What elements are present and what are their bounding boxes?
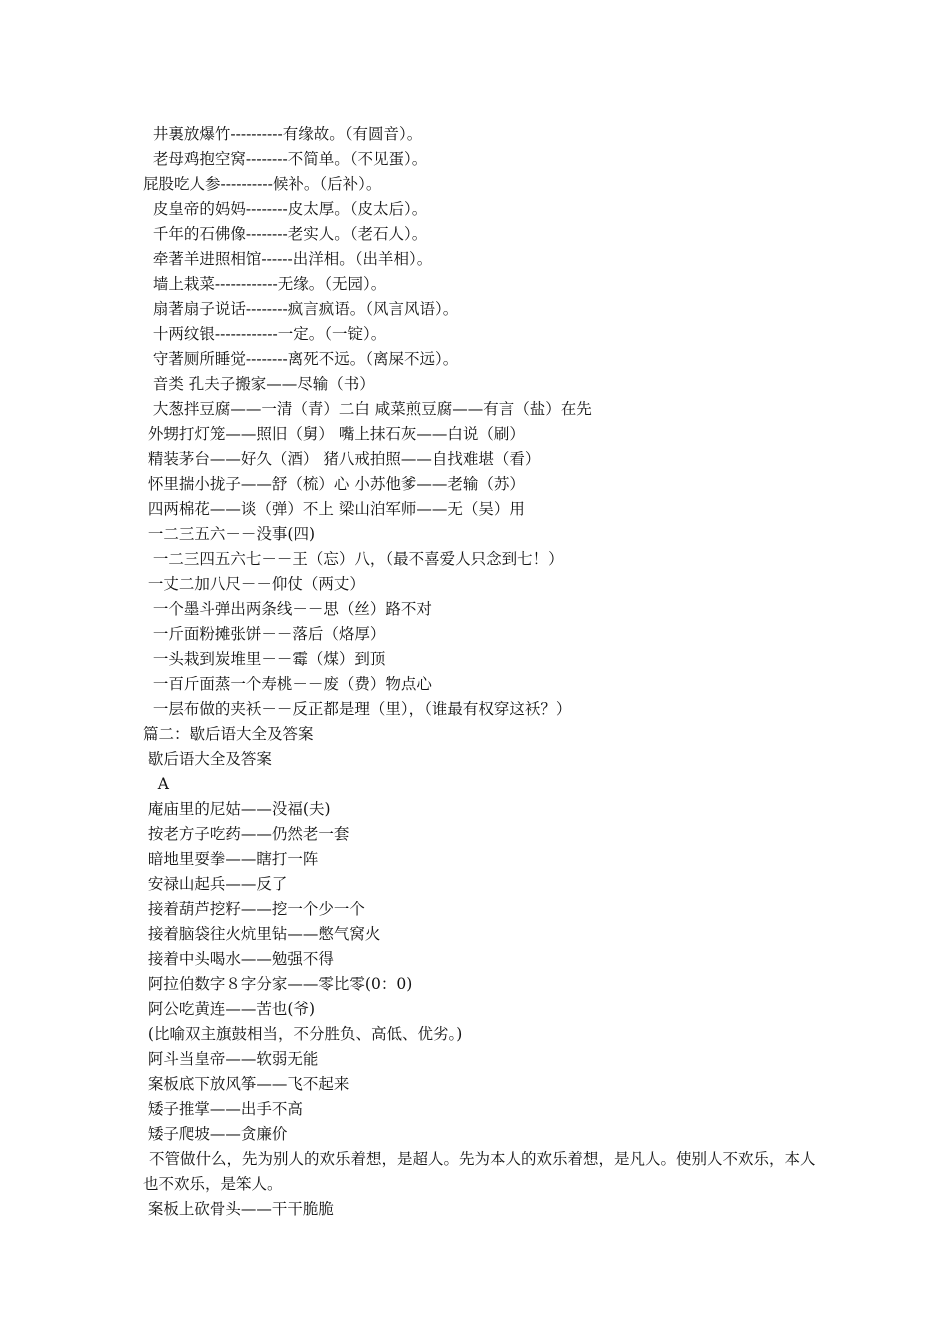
text-line: 怀里揣小拢子——舒（梳）心 小苏他爹——老输（苏） — [143, 475, 525, 493]
text-line: 精装茅台——好久（酒） 猪八戒拍照——自找难堪（看） — [143, 450, 541, 468]
text-line: 一层布做的夹袄－－反正都是理（里），（谁最有权穿这袄？） — [143, 700, 572, 718]
text-line: 矮子推掌——出手不高 — [143, 1100, 303, 1118]
text-line: 庵庙里的尼姑——没福(夫) — [143, 800, 331, 818]
text-line: 一斤面粉摊张饼－－落后（烙厚） — [143, 625, 386, 643]
text-line: 阿拉伯数字８字分家——零比零(0：0) — [143, 975, 413, 993]
text-line: 井裏放爆竹----------有缘故。（有圆音）。 — [143, 125, 423, 143]
text-line: 屁股吃人参----------候补。（后补）。 — [143, 175, 382, 193]
text-line: 一二三四五六七－－王（忘）八，（最不喜爱人只念到七！） — [143, 550, 564, 568]
text-line: 一个墨斗弹出两条线－－思（丝）路不对 — [143, 600, 432, 618]
text-line: 老母鸡抱空窝--------不简单。（不见蛋）。 — [143, 150, 428, 168]
text-line: 守著厕所睡觉--------离死不远。（离屎不远）。 — [143, 350, 459, 368]
text-line: 案板底下放风筝——飞不起来 — [143, 1075, 350, 1093]
text-line: 接着脑袋往火炕里钻——憋气窝火 — [143, 925, 381, 943]
text-line: 外甥打灯笼——照旧（舅） 嘴上抹石灰——白说（刷） — [143, 425, 525, 443]
text-line: 按老方子吃药——仍然老一套 — [143, 825, 350, 843]
text-line: 矮子爬坡——贪廉价 — [143, 1125, 288, 1143]
section-heading: 篇二：歇后语大全及答案 — [143, 725, 314, 743]
text-line: 千年的石佛像--------老实人。（老石人）。 — [143, 225, 428, 243]
text-line: 阿公吃黄连——苦也(爷) — [143, 1000, 316, 1018]
text-line: 一头栽到炭堆里－－霉（煤）到顶 — [143, 650, 386, 668]
text-line: 接着葫芦挖籽——挖一个少一个 — [143, 900, 365, 918]
text-line: 墙上栽菜------------无缘。（无园）。 — [143, 275, 387, 293]
text-line: 音类 孔夫子搬家——尽输（书） — [143, 375, 375, 393]
text-line: 扇著扇子说话--------疯言疯语。（风言风语）。 — [143, 300, 459, 318]
section-subheading: 歇后语大全及答案 — [143, 750, 272, 768]
text-line: 一丈二加八尺－－仰仗（两丈） — [143, 575, 365, 593]
text-line: 接着中头喝水——勉强不得 — [143, 950, 334, 968]
letter-heading: A — [143, 775, 169, 793]
text-line: 大葱拌豆腐——一清（青）二白 咸菜煎豆腐——有言（盐）在先 — [143, 400, 592, 418]
text-line: 四两棉花——谈（弹）不上 梁山泊军师——无（吴）用 — [143, 500, 525, 518]
text-line: (比喻双主旗鼓相当，不分胜负、高低、优劣。) — [143, 1025, 463, 1043]
text-line: 牵著羊进照相馆------出洋相。（出羊相）。 — [143, 250, 433, 268]
text-paragraph: 不管做什么，先为别人的欢乐着想，是超人。先为本人的欢乐着想，是凡人。使别人不欢乐，本人也不欢乐，是笨人。 — [143, 1150, 816, 1193]
text-line: 安禄山起兵——反了 — [143, 875, 288, 893]
text-line: 一二三五六－－没事(四) — [143, 525, 316, 543]
text-line: 一百斤面蒸一个寿桃－－废（费）物点心 — [143, 675, 432, 693]
document-body — [143, 122, 823, 1222]
text-line: 十两纹银------------一定。（一锭）。 — [143, 325, 387, 343]
text-line: 暗地里耍拳——瞎打一阵 — [143, 850, 319, 868]
text-line: 阿斗当皇帝——软弱无能 — [143, 1050, 319, 1068]
text-line: 案板上砍骨头——干干脆脆 — [143, 1200, 334, 1218]
text-line: 皮皇帝的妈妈--------皮太厚。（皮太后）。 — [143, 200, 428, 218]
